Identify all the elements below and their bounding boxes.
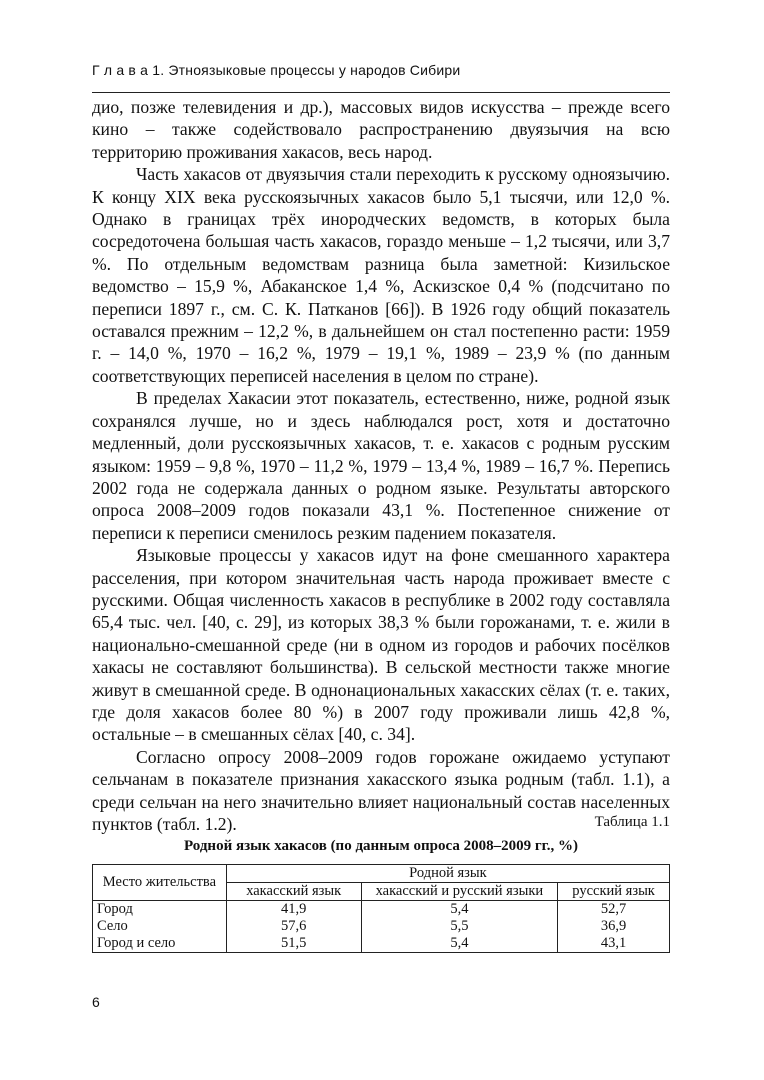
row-label: Город xyxy=(93,901,227,919)
paragraph: Языковые процессы у хакасов идут на фоне смешанного характера расселения, при котором значительная часть народа проживает вместе с русскими. Общая численность хакасов в республике в 2002 году составляла 65,4 тыс. чел. [40, с. 29], из которых 38,3 % были горожанами, т. е. жили в национально-смешанной среде (ни в одном из городов и рабочих посёлков хакасы не составляют большинства). В сельской местности также многие живут в смешанной среде. В однонациональных хакасских сёлах (т. е. таких, где доля хакасов более 80 %) в 2007 году проживали лишь 42,8 %, остальные – в смешанных сёлах [40, с. 34]. xyxy=(92,545,670,745)
column-group-header: Родной язык xyxy=(226,865,669,883)
table-cell: 5,4 xyxy=(361,901,558,919)
table-cell: 5,4 xyxy=(361,935,558,953)
table-row xyxy=(93,918,670,935)
table-cell: 36,9 xyxy=(558,918,670,935)
column-header: русский язык xyxy=(558,883,670,901)
table-row xyxy=(93,935,670,953)
table-title: Родной язык хакасов (по данным опроса 2008–2009 гг., %) xyxy=(183,838,579,854)
paragraph: Согласно опросу 2008–2009 годов горожане ожидаемо уступают сельчанам в показателе признания хакасского языка родным (табл. 1.1), а среди сельчан на него значительно влияет национальный состав населенных пунктов (табл. 1.2). xyxy=(92,746,670,834)
table-number: Таблица 1.1 xyxy=(594,814,670,830)
chapter-title: Этноязыковые процессы у народов Сибири xyxy=(168,62,461,78)
table-cell: 5,5 xyxy=(361,918,558,935)
chapter-label: Г л а в а 1. xyxy=(92,62,165,78)
column-header: хакасский язык xyxy=(226,883,361,901)
column-header-place: Место жительства xyxy=(93,865,227,901)
column-header: хакасский и русский языки xyxy=(361,883,558,901)
table-header-row xyxy=(93,865,670,883)
row-label: Село xyxy=(93,918,227,935)
running-header xyxy=(92,62,670,78)
row-label: Город и село xyxy=(93,935,227,953)
paragraph: Часть хакасов от двуязычия стали переходить к русскому одноязычию. К концу XIX века русскоязычных хакасов было 5,1 тысячи, или 12,0 %. Однако в границах трёх инородческих ведомств, в которых была сосредоточена большая часть хакасов, гораздо меньше – 1,2 тысячи, или 3,7 %. По отдельным ведомствам разница была заметной: Кизильское ведомство – 15,9 %, Абаканское 1,4 %, Аскизское 0,4 % (подсчитано по переписи 1897 г., см. С. К. Патканов [66]). В 1926 году общий показатель оставался прежним – 12,2 %, в дальнейшем он стал постепенно расти: 1959 г. – 14,0 %, 1970 – 16,2 %, 1979 – 19,1 %, 1989 – 23,9 % (по данным соответствующих переписей населения в целом по стране). xyxy=(92,164,670,386)
native-language-table xyxy=(92,864,670,953)
paragraph: В пределах Хакасии этот показатель, естественно, ниже, родной язык сохранялся лучше, но и здесь наблюдался рост, хотя и достаточно медленный, доли русскоязычных хакасов, т. е. хакасов с родным русским языком: 1959 – 9,8 %, 1970 – 11,2 %, 1979 – 13,4 %, 1989 – 16,7 %. Перепись 2002 года не содержала данных о родном языке. Результаты авторского опроса 2008–2009 годов показали 43,1 %. Постепенное снижение от переписи к переписи сменилось резким падением показателя. xyxy=(92,388,670,543)
page-number: 6 xyxy=(92,994,100,1010)
table-cell: 43,1 xyxy=(558,935,670,953)
table-cell: 51,5 xyxy=(226,935,361,953)
table-cell: 52,7 xyxy=(558,901,670,919)
paragraph: дио, позже телевидения и др.), массовых видов искусства – прежде всего кино – также содействовало распространению двуязычия на всю территорию проживания хакасов, весь народ. xyxy=(92,97,670,162)
table-row xyxy=(93,901,670,919)
header-divider xyxy=(92,92,670,93)
body-text xyxy=(92,96,670,835)
table-cell: 57,6 xyxy=(226,918,361,935)
table-cell: 41,9 xyxy=(226,901,361,919)
